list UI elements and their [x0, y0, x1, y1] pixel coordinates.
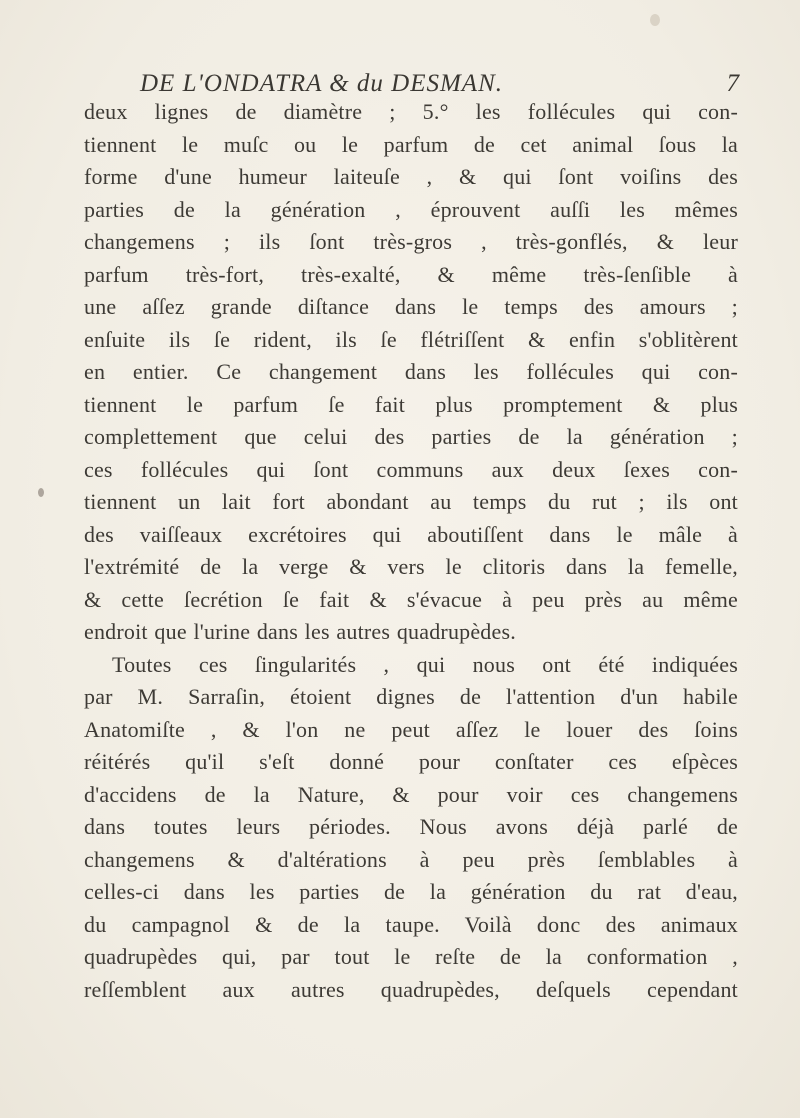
paper-stain [650, 14, 660, 26]
text-line: en entier. Ce changement dans les follécules qui con- [84, 359, 738, 384]
page-number: 7 [726, 70, 740, 97]
text-line: dans toutes leurs périodes. Nous avons déjà parlé de [84, 814, 738, 839]
text-line: reſſemblent aux autres quadrupèdes, deſquels cependant [84, 976, 738, 1002]
body-text [84, 96, 738, 1006]
text-line: parties de la génération , éprouvent auſſi les mêmes [84, 196, 738, 222]
text-line: tiennent le parfum ſe fait plus promptement & plus [84, 391, 738, 417]
text-line: parfum très-fort, très-exalté, & même très-ſenſible à [84, 261, 738, 287]
text-line: l'extrémité de la verge & vers le clitoris dans la femelle, [84, 554, 738, 579]
text-line: par M. Sarraſin, étoient dignes de l'attention d'un habile [84, 684, 738, 709]
text-line: complettement que celui des parties de la génération ; [84, 424, 738, 449]
text-line: forme d'une humeur laiteuſe , & qui ſont voiſins des [84, 164, 738, 189]
text-line: d'accidens de la Nature, & pour voir ces changemens [84, 781, 738, 807]
text-line: une aſſez grande diſtance dans le temps des amours ; [84, 294, 738, 319]
text-line: & cette ſecrétion ſe fait & s'évacue à peu près au même [84, 586, 738, 612]
text-line: ces follécules qui ſont communs aux deux ſexes con- [84, 456, 738, 482]
text-line: deux lignes de diamètre ; 5.° les follécules qui con- [84, 99, 738, 124]
text-line: tiennent le muſc ou le parfum de cet animal ſous la [84, 131, 738, 157]
text-line: quadrupèdes qui, par tout le reſte de la conformation , [84, 944, 738, 969]
text-line: du campagnol & de la taupe. Voilà donc des animaux [84, 911, 738, 937]
text-line: des vaiſſeaux excrétoires qui aboutiſſent dans le mâle à [84, 521, 738, 547]
text-line: Anatomiſte , & l'on ne peut aſſez le louer des ſoins [84, 716, 738, 742]
text-line: celles-ci dans les parties de la génération du rat d'eau, [84, 879, 738, 904]
text-line: réitérés qu'il s'eſt donné pour conſtater ces eſpèces [84, 749, 738, 774]
text-line: tiennent un lait fort abondant au temps du rut ; ils ont [84, 489, 738, 514]
text-line: Toutes ces ſingularités , qui nous ont été indiquées [112, 651, 738, 677]
running-title: DE L'ONDATRA & du DESMAN. [140, 70, 503, 97]
text-line: changemens & d'altérations à peu près ſemblables à [84, 846, 738, 872]
text-line: enſuite ils ſe rident, ils ſe flétriſſent & enfin s'oblitèrent [84, 326, 738, 352]
paper-stain [38, 488, 44, 497]
text-line: changemens ; ils ſont très-gros , très-gonflés, & leur [84, 229, 738, 254]
text-line: endroit que l'urine dans les autres quadrupèdes. [84, 619, 516, 644]
